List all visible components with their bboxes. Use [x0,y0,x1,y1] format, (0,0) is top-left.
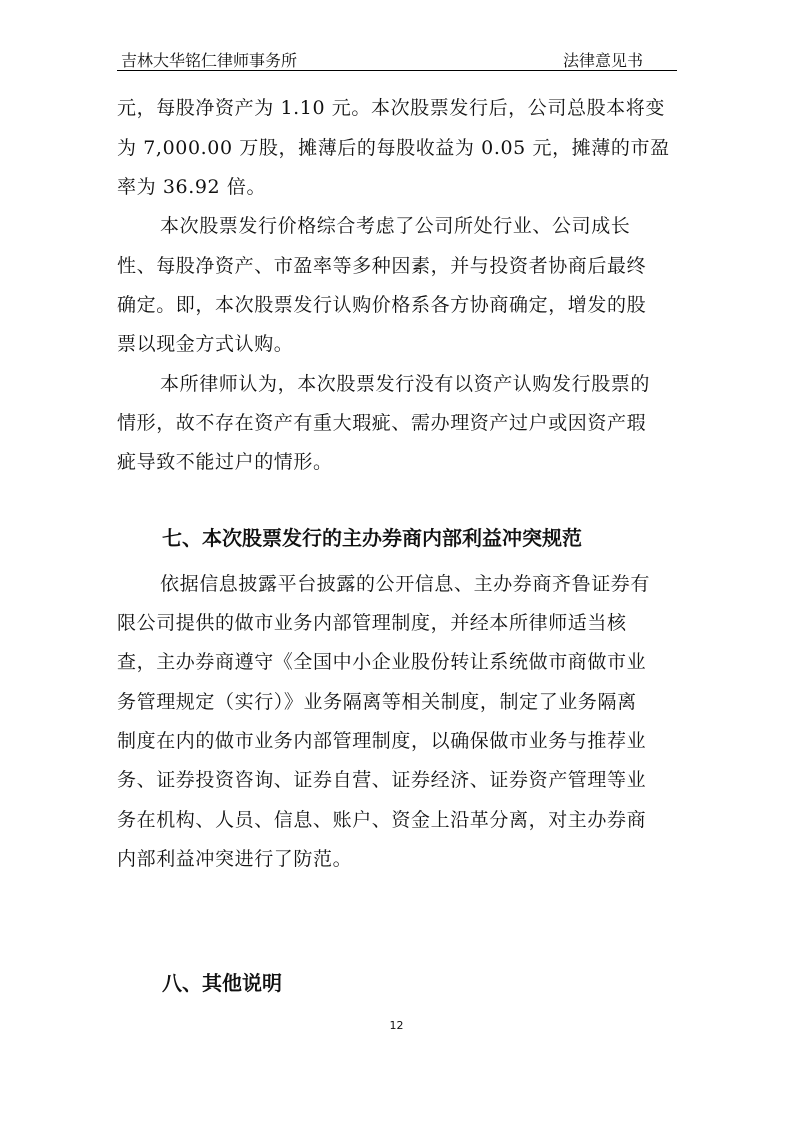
paragraph-line: 内部利益冲突进行了防范。 [117,848,353,870]
page-number: 12 [389,1019,404,1032]
paragraph-line: 元，每股净资产为 1.10 元。本次股票发行后，公司总股本将变 [117,97,665,119]
section-heading-8: 八、其他说明 [162,971,282,995]
paragraph-line: 限公司提供的做市业务内部管理制度，并经本所律师适当核 [117,612,627,634]
paragraph-line: 票以现金方式认购。 [117,333,294,355]
header-firm-name: 吉林大华铭仁律师事务所 [121,51,298,70]
paragraph-line: 确定。即，本次股票发行认购价格系各方协商确定，增发的股 [117,294,647,316]
paragraph-line: 本次股票发行价格综合考虑了公司所处行业、公司成长 [160,215,631,237]
paragraph-line: 务、证券投资咨询、证券自营、证券经济、证券资产管理等业 [117,769,647,791]
paragraph-line: 查，主办券商遵守《全国中小企业股份转让系统做市商做市业 [117,651,647,673]
paragraph-line: 务管理规定（实行）》业务隔离等相关制度，制定了业务隔离 [117,691,637,713]
paragraph-line: 疵导致不能过户的情形。 [117,451,333,473]
header-document-type: 法律意见书 [562,51,643,70]
paragraph-line: 依据信息披露平台披露的公开信息、主办券商齐鲁证券有 [160,573,651,595]
page-header [117,44,677,71]
paragraph-line: 情形，故不存在资产有重大瑕疵、需办理资产过户或因资产瑕 [117,412,647,434]
paragraph-line: 本所律师认为，本次股票发行没有以资产认购发行股票的 [160,373,651,395]
paragraph-line: 为 7,000.00 万股，摊薄后的每股收益为 0.05 元，摊薄的市盈 [117,137,670,159]
paragraph-line: 制度在内的做市业务内部管理制度，以确保做市业务与推荐业 [117,730,647,752]
paragraph-line: 性、每股净资产、市盈率等多种因素，并与投资者协商后最终 [117,255,647,277]
section-heading-7: 七、本次股票发行的主办券商内部利益冲突规范 [162,526,582,550]
paragraph-line: 务在机构、人员、信息、账户、资金上沿革分离，对主办券商 [117,809,647,831]
paragraph-line: 率为 36.92 倍。 [117,176,267,198]
